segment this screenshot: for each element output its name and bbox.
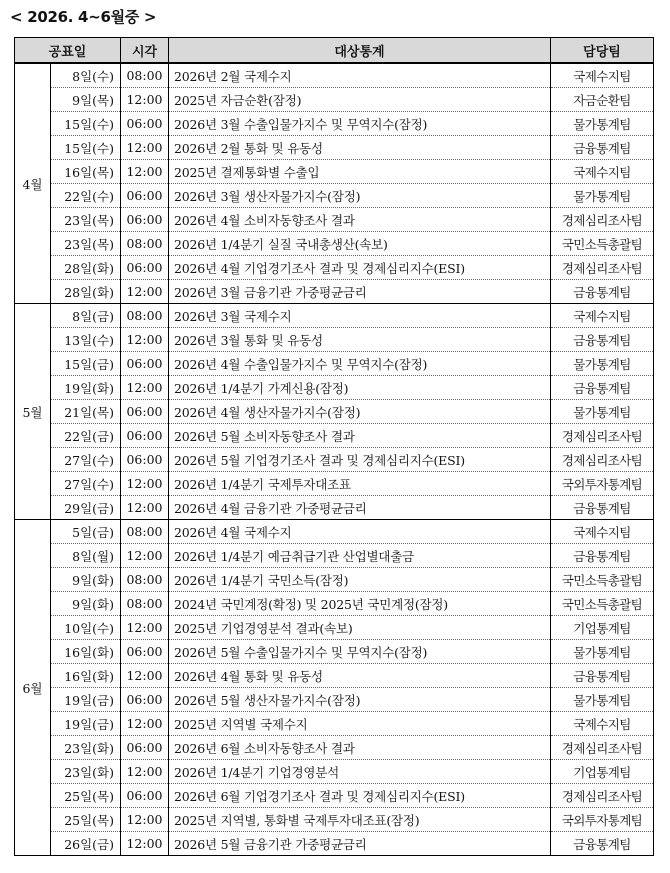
release-time-cell: 06:00 <box>121 688 169 712</box>
statistic-name-cell: 2026년 1/4분기 기업경영분석 <box>169 760 551 784</box>
release-date-cell: 5일(금) <box>51 520 121 544</box>
release-date-cell: 22일(수) <box>51 184 121 208</box>
table-row <box>15 112 654 136</box>
header-department: 담당팀 <box>551 38 654 64</box>
department-cell: 국제수지팀 <box>551 304 654 328</box>
statistic-name-cell: 2026년 6월 기업경기조사 결과 및 경제심리지수(ESI) <box>169 784 551 808</box>
statistic-name-cell: 2026년 1/4분기 실질 국내총생산(속보) <box>169 232 551 256</box>
header-time: 시각 <box>121 38 169 64</box>
table-row <box>15 472 654 496</box>
release-time-cell: 12:00 <box>121 664 169 688</box>
release-date-cell: 15일(수) <box>51 136 121 160</box>
table-row <box>15 232 654 256</box>
release-time-cell: 12:00 <box>121 544 169 568</box>
release-time-cell: 06:00 <box>121 352 169 376</box>
header-release-date: 공표일 <box>15 38 121 64</box>
table-row <box>15 256 654 280</box>
release-date-cell: 25일(목) <box>51 784 121 808</box>
table-row <box>15 688 654 712</box>
release-date-cell: 21일(목) <box>51 400 121 424</box>
month-label: 4월 <box>15 63 51 304</box>
statistic-name-cell: 2024년 국민계정(확정) 및 2025년 국민계정(잠정) <box>169 592 551 616</box>
department-cell: 경제심리조사팀 <box>551 208 654 232</box>
release-date-cell: 19일(금) <box>51 688 121 712</box>
statistic-name-cell: 2026년 1/4분기 예금취급기관 산업별대출금 <box>169 544 551 568</box>
release-time-cell: 08:00 <box>121 304 169 328</box>
statistic-name-cell: 2025년 지역별, 통화별 국제투자대조표(잠정) <box>169 808 551 832</box>
table-row <box>15 400 654 424</box>
department-cell: 물가통계팀 <box>551 640 654 664</box>
statistic-name-cell: 2026년 3월 통화 및 유동성 <box>169 328 551 352</box>
statistic-name-cell: 2026년 4월 생산자물가지수(잠정) <box>169 400 551 424</box>
department-cell: 경제심리조사팀 <box>551 784 654 808</box>
table-row <box>15 784 654 808</box>
department-cell: 금융통계팀 <box>551 664 654 688</box>
release-time-cell: 08:00 <box>121 568 169 592</box>
release-time-cell: 08:00 <box>121 63 169 88</box>
statistic-name-cell: 2025년 자금순환(잠정) <box>169 88 551 112</box>
statistic-name-cell: 2026년 3월 생산자물가지수(잠정) <box>169 184 551 208</box>
statistic-name-cell: 2026년 1/4분기 국제투자대조표 <box>169 472 551 496</box>
statistic-name-cell: 2026년 5월 소비자동향조사 결과 <box>169 424 551 448</box>
department-cell: 물가통계팀 <box>551 112 654 136</box>
release-time-cell: 08:00 <box>121 232 169 256</box>
release-time-cell: 08:00 <box>121 520 169 544</box>
department-cell: 금융통계팀 <box>551 544 654 568</box>
page-title: < 2026. 4~6월중 > <box>10 8 157 26</box>
release-date-cell: 19일(금) <box>51 712 121 736</box>
release-date-cell: 10일(수) <box>51 616 121 640</box>
department-cell: 금융통계팀 <box>551 496 654 520</box>
statistic-name-cell: 2026년 5월 수출입물가지수 및 무역지수(잠정) <box>169 640 551 664</box>
department-cell: 금융통계팀 <box>551 832 654 856</box>
table-header-row <box>15 38 654 64</box>
department-cell: 금융통계팀 <box>551 328 654 352</box>
release-time-cell: 12:00 <box>121 808 169 832</box>
statistic-name-cell: 2026년 4월 수출입물가지수 및 무역지수(잠정) <box>169 352 551 376</box>
table-row <box>15 640 654 664</box>
release-date-cell: 15일(금) <box>51 352 121 376</box>
release-time-cell: 12:00 <box>121 328 169 352</box>
statistic-name-cell: 2026년 4월 금융기관 가중평균금리 <box>169 496 551 520</box>
release-time-cell: 12:00 <box>121 712 169 736</box>
statistic-name-cell: 2026년 5월 생산자물가지수(잠정) <box>169 688 551 712</box>
table-row <box>15 832 654 856</box>
table-row <box>15 304 654 328</box>
release-time-cell: 12:00 <box>121 136 169 160</box>
release-date-cell: 9일(화) <box>51 592 121 616</box>
department-cell: 경제심리조사팀 <box>551 256 654 280</box>
table-row <box>15 568 654 592</box>
department-cell: 경제심리조사팀 <box>551 736 654 760</box>
department-cell: 기업통계팀 <box>551 616 654 640</box>
release-time-cell: 06:00 <box>121 448 169 472</box>
statistic-name-cell: 2026년 4월 기업경기조사 결과 및 경제심리지수(ESI) <box>169 256 551 280</box>
release-time-cell: 06:00 <box>121 640 169 664</box>
release-schedule-table <box>14 37 654 856</box>
department-cell: 금융통계팀 <box>551 280 654 304</box>
release-date-cell: 13일(수) <box>51 328 121 352</box>
table-row <box>15 712 654 736</box>
table-row <box>15 448 654 472</box>
department-cell: 국제수지팀 <box>551 712 654 736</box>
table-row <box>15 424 654 448</box>
table-row <box>15 544 654 568</box>
statistic-name-cell: 2026년 2월 국제수지 <box>169 63 551 88</box>
statistic-name-cell: 2026년 3월 금융기관 가중평균금리 <box>169 280 551 304</box>
statistic-name-cell: 2025년 지역별 국제수지 <box>169 712 551 736</box>
department-cell: 국제수지팀 <box>551 520 654 544</box>
department-cell: 국외투자통계팀 <box>551 472 654 496</box>
release-date-cell: 9일(목) <box>51 88 121 112</box>
statistic-name-cell: 2026년 4월 국제수지 <box>169 520 551 544</box>
release-date-cell: 9일(화) <box>51 568 121 592</box>
release-date-cell: 28일(화) <box>51 280 121 304</box>
release-date-cell: 23일(목) <box>51 208 121 232</box>
release-date-cell: 28일(화) <box>51 256 121 280</box>
statistic-name-cell: 2025년 기업경영분석 결과(속보) <box>169 616 551 640</box>
release-time-cell: 06:00 <box>121 784 169 808</box>
release-time-cell: 06:00 <box>121 208 169 232</box>
statistic-name-cell: 2026년 1/4분기 국민소득(잠정) <box>169 568 551 592</box>
statistic-name-cell: 2026년 3월 국제수지 <box>169 304 551 328</box>
table-row <box>15 352 654 376</box>
department-cell: 자금순환팀 <box>551 88 654 112</box>
statistic-name-cell: 2026년 6월 소비자동향조사 결과 <box>169 736 551 760</box>
header-target-statistics: 대상통계 <box>169 38 551 64</box>
release-date-cell: 23일(화) <box>51 760 121 784</box>
release-time-cell: 06:00 <box>121 112 169 136</box>
release-time-cell: 06:00 <box>121 736 169 760</box>
department-cell: 금융통계팀 <box>551 376 654 400</box>
department-cell: 물가통계팀 <box>551 688 654 712</box>
release-date-cell: 16일(목) <box>51 160 121 184</box>
release-time-cell: 06:00 <box>121 256 169 280</box>
release-time-cell: 06:00 <box>121 424 169 448</box>
table-row <box>15 592 654 616</box>
release-date-cell: 25일(목) <box>51 808 121 832</box>
release-date-cell: 8일(수) <box>51 63 121 88</box>
release-date-cell: 16일(화) <box>51 664 121 688</box>
table-row <box>15 808 654 832</box>
department-cell: 국민소득총괄팀 <box>551 232 654 256</box>
statistic-name-cell: 2026년 5월 금융기관 가중평균금리 <box>169 832 551 856</box>
department-cell: 물가통계팀 <box>551 400 654 424</box>
month-label: 6월 <box>15 520 51 856</box>
table-row <box>15 376 654 400</box>
table-row <box>15 208 654 232</box>
table-row <box>15 88 654 112</box>
department-cell: 물가통계팀 <box>551 184 654 208</box>
release-date-cell: 8일(월) <box>51 544 121 568</box>
release-time-cell: 12:00 <box>121 280 169 304</box>
release-time-cell: 12:00 <box>121 496 169 520</box>
table-row <box>15 760 654 784</box>
department-cell: 경제심리조사팀 <box>551 424 654 448</box>
table-row <box>15 280 654 304</box>
release-date-cell: 29일(금) <box>51 496 121 520</box>
statistic-name-cell: 2026년 3월 수출입물가지수 및 무역지수(잠정) <box>169 112 551 136</box>
table-row <box>15 616 654 640</box>
release-time-cell: 12:00 <box>121 616 169 640</box>
release-time-cell: 12:00 <box>121 376 169 400</box>
table-row <box>15 63 654 88</box>
department-cell: 경제심리조사팀 <box>551 448 654 472</box>
table-row <box>15 136 654 160</box>
statistic-name-cell: 2026년 1/4분기 가계신용(잠정) <box>169 376 551 400</box>
department-cell: 국외투자통계팀 <box>551 808 654 832</box>
table-row <box>15 520 654 544</box>
release-time-cell: 12:00 <box>121 760 169 784</box>
department-cell: 국민소득총괄팀 <box>551 592 654 616</box>
release-time-cell: 08:00 <box>121 592 169 616</box>
statistic-name-cell: 2026년 5월 기업경기조사 결과 및 경제심리지수(ESI) <box>169 448 551 472</box>
statistic-name-cell: 2025년 결제통화별 수출입 <box>169 160 551 184</box>
release-date-cell: 23일(화) <box>51 736 121 760</box>
release-time-cell: 12:00 <box>121 472 169 496</box>
department-cell: 국민소득총괄팀 <box>551 568 654 592</box>
table-row <box>15 160 654 184</box>
department-cell: 국제수지팀 <box>551 63 654 88</box>
table-row <box>15 496 654 520</box>
release-date-cell: 23일(목) <box>51 232 121 256</box>
statistic-name-cell: 2026년 4월 소비자동향조사 결과 <box>169 208 551 232</box>
table-row <box>15 328 654 352</box>
release-date-cell: 15일(수) <box>51 112 121 136</box>
statistic-name-cell: 2026년 2월 통화 및 유동성 <box>169 136 551 160</box>
release-time-cell: 12:00 <box>121 832 169 856</box>
month-label: 5월 <box>15 304 51 520</box>
release-time-cell: 12:00 <box>121 88 169 112</box>
release-date-cell: 22일(금) <box>51 424 121 448</box>
release-date-cell: 26일(금) <box>51 832 121 856</box>
release-time-cell: 06:00 <box>121 184 169 208</box>
release-date-cell: 27일(수) <box>51 472 121 496</box>
release-date-cell: 8일(금) <box>51 304 121 328</box>
table-row <box>15 664 654 688</box>
table-row <box>15 736 654 760</box>
table-body <box>15 63 654 856</box>
release-date-cell: 19일(화) <box>51 376 121 400</box>
release-date-cell: 16일(화) <box>51 640 121 664</box>
department-cell: 기업통계팀 <box>551 760 654 784</box>
department-cell: 물가통계팀 <box>551 352 654 376</box>
department-cell: 금융통계팀 <box>551 136 654 160</box>
table-row <box>15 184 654 208</box>
statistic-name-cell: 2026년 4월 통화 및 유동성 <box>169 664 551 688</box>
release-time-cell: 12:00 <box>121 160 169 184</box>
department-cell: 국제수지팀 <box>551 160 654 184</box>
release-time-cell: 06:00 <box>121 400 169 424</box>
release-date-cell: 27일(수) <box>51 448 121 472</box>
